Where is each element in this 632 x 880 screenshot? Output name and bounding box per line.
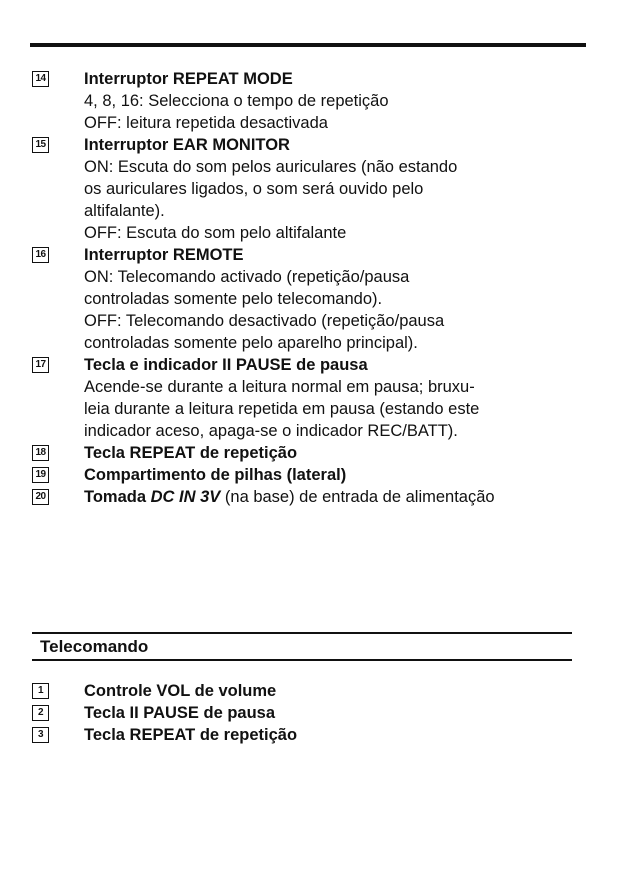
item-title: Interruptor REPEAT MODE xyxy=(84,70,293,88)
item-description-line: OFF: Telecomando desactivado (repetição/pausa xyxy=(84,312,445,330)
item-description-line: Acende-se durante a leitura normal em pausa; bruxu- xyxy=(84,378,475,396)
item-description-line: os auriculares ligados, o som será ouvido pelo xyxy=(84,180,424,198)
item-title-suffix: (na base) de entrada de alimentação xyxy=(220,488,495,506)
item-16 xyxy=(32,244,592,354)
item-description-line: controladas somente pelo aparelho principal). xyxy=(84,334,418,352)
item-title: Tecla II PAUSE de pausa xyxy=(84,704,276,722)
item-description-line: OFF: Escuta do som pelo altifalante xyxy=(84,224,347,242)
item-title xyxy=(84,486,592,508)
item-description-line: ON: Telecomando activado (repetição/pausa xyxy=(84,268,410,286)
section-title: Telecomando xyxy=(40,637,149,656)
remote-item-list xyxy=(32,680,592,746)
item-number-badge: 18 xyxy=(32,445,49,461)
remote-item-2 xyxy=(32,702,592,724)
section-header xyxy=(32,632,572,661)
item-number-badge: 16 xyxy=(32,247,49,263)
item-title: Interruptor EAR MONITOR xyxy=(84,136,290,154)
item-title-prefix: Tomada xyxy=(84,488,151,506)
item-title: Tecla REPEAT de repetição xyxy=(84,726,298,744)
item-number-badge: 1 xyxy=(32,683,49,699)
item-number-badge: 15 xyxy=(32,137,49,153)
item-number-badge: 14 xyxy=(32,71,49,87)
top-rule xyxy=(30,43,586,47)
item-20 xyxy=(32,486,592,508)
section-rule-bottom xyxy=(32,659,572,661)
item-title-italic: DC IN 3V xyxy=(150,488,221,506)
item-14 xyxy=(32,68,592,134)
item-number-badge: 3 xyxy=(32,727,49,743)
item-18 xyxy=(32,442,592,464)
item-15 xyxy=(32,134,592,244)
section-rule-top xyxy=(32,632,572,634)
item-description-line: OFF: leitura repetida desactivada xyxy=(84,114,328,132)
remote-item-3 xyxy=(32,724,592,746)
item-description-line: altifalante). xyxy=(84,202,165,220)
item-description-line: controladas somente pelo telecomando). xyxy=(84,290,383,308)
item-number-badge: 20 xyxy=(32,489,49,505)
item-description-line: leia durante a leitura repetida em pausa (estando este xyxy=(84,400,480,418)
item-description-line: ON: Escuta do som pelos auriculares (não estando xyxy=(84,158,458,176)
item-17 xyxy=(32,354,592,442)
item-list xyxy=(32,68,592,508)
item-19 xyxy=(32,464,592,486)
item-number-badge: 2 xyxy=(32,705,49,721)
remote-item-1 xyxy=(32,680,592,702)
item-description-line: indicador aceso, apaga-se o indicador REC/BATT). xyxy=(84,422,458,440)
item-number-badge: 19 xyxy=(32,467,49,483)
item-title: Compartimento de pilhas (lateral) xyxy=(84,466,347,484)
item-title: Tecla REPEAT de repetição xyxy=(84,444,298,462)
item-number-badge: 17 xyxy=(32,357,49,373)
item-description-line: 4, 8, 16: Selecciona o tempo de repetição xyxy=(84,92,389,110)
item-title: Interruptor REMOTE xyxy=(84,246,244,264)
item-title: Tecla e indicador II PAUSE de pausa xyxy=(84,356,368,374)
item-title: Controle VOL de volume xyxy=(84,682,277,700)
